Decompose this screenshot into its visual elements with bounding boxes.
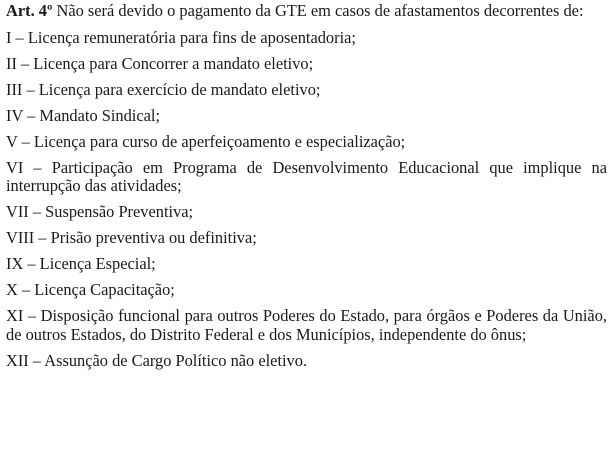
list-item-iii: III – Licença para exercício de mandato eletivo;	[6, 79, 321, 99]
article-label: Art. 4º	[6, 1, 53, 20]
article-text: Não será devido o pagamento da GTE em casos de afastamentos decorrentes de:	[56, 1, 584, 20]
list-item-i: I – Licença remuneratória para fins de aposentadoria;	[6, 27, 356, 47]
list-item-vi: VI – Participação em Programa de Desenvolvimento Educacional que implique na interrupção das atividades;	[6, 157, 607, 195]
list-item-x: X – Licença Capacitação;	[6, 280, 175, 299]
list-item-vii: VII – Suspensão Preventiva;	[6, 202, 194, 221]
document-body	[6, 2, 607, 378]
list-item-v: V – Licença para curso de aperfeiçoamento e especialização;	[6, 131, 406, 151]
list-item-viii: VIII – Prisão preventiva ou definitiva;	[6, 228, 257, 247]
list-item-iv: IV – Mandato Sindical;	[6, 105, 161, 125]
list-item-ii: II – Licença para Concorrer a mandato eletivo;	[6, 53, 314, 73]
list-item-xi: XI – Disposição funcional para outros Poderes do Estado, para órgãos e Poderes da União, de outros Estados, do Distrito Federal e dos Municípios, independente do ônus;	[6, 306, 607, 344]
list-item-xii: XII – Assunção de Cargo Político não eletivo.	[6, 350, 308, 370]
article-paragraph	[6, 2, 607, 21]
list-item-ix: IX – Licença Especial;	[6, 254, 156, 273]
